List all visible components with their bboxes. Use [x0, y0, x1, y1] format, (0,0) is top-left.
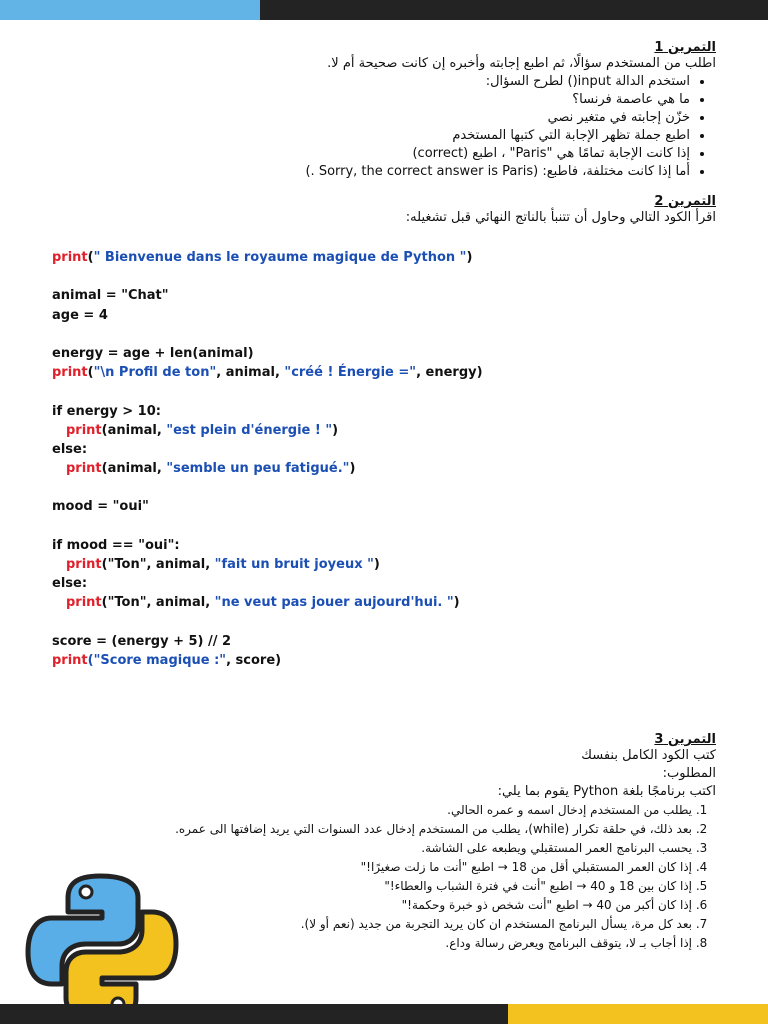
list-item: 5. إذا كان بين 18 و 40 → اطبع "أنت في فترة الشباب والعطاء!" — [40, 877, 692, 896]
code-blank-line — [52, 613, 572, 632]
code-line: score = (energy + 5) // 2 — [52, 633, 232, 649]
code-string: " Bienvenue dans le royaume magique de Python " — [93, 250, 467, 265]
code-line: if mood == "oui": — [52, 537, 180, 553]
print-keyword: print — [66, 461, 102, 477]
code-string: "créé ! Énergie =" — [284, 365, 417, 381]
code-line: print("\n Profil de ton", animal, "créé ! Énergie =", energy) — [52, 365, 483, 381]
code-line: animal = "Chat" — [52, 288, 169, 304]
print-keyword: print — [66, 595, 102, 611]
code-text: ("Ton", animal, — [101, 595, 215, 611]
code-string: "fait un bruit joyeux " — [214, 557, 374, 572]
code-line: age = 4 — [52, 307, 108, 323]
code-text: (animal, — [101, 461, 167, 477]
code-line: energy = age + len(animal) — [52, 345, 254, 361]
code-line — [52, 421, 572, 440]
code-string: "est plein d'énergie ! " — [166, 422, 333, 438]
exercise-1-list — [40, 73, 716, 181]
print-keyword: print — [52, 652, 88, 668]
code-blank-line — [52, 517, 572, 536]
bottom-dark-bar — [0, 1004, 508, 1024]
exercise-1-intro: اطلب من المستخدم سؤالًا، ثم اطبع إجابته وأخبره إن كانت صحيحة أم لا. — [327, 56, 716, 71]
exercise-3-line: كتب الكود الكامل بنفسك — [581, 748, 716, 763]
exercise-1-title: التمرين 1 — [654, 40, 716, 55]
list-item: 1. يطلب من المستخدم إدخال اسمه و عمره الحالي. — [40, 801, 692, 820]
code-line: else: — [52, 441, 88, 457]
code-text: ) — [349, 461, 356, 477]
list-item: • خزّن إجابته في متغير نصي — [40, 109, 690, 127]
code-text: , energy) — [416, 365, 483, 381]
print-keyword: print — [52, 365, 88, 381]
exercise-2-intro: اقرأ الكود التالي وحاول أن تتنبأ بالناتج النهائي قبل تشغيله: — [405, 210, 716, 225]
list-item: 8. إذا أجاب بـ لا، يتوقف البرنامج ويعرض رسالة وداع. — [40, 934, 692, 953]
code-text: ) — [373, 557, 380, 572]
exercise-3-line: اكتب برنامجًا بلغة Python يقوم بما يلي: — [497, 784, 716, 799]
code-string: ("Score magique :" — [87, 652, 227, 668]
code-string: "\n Profil de ton" — [93, 365, 217, 381]
code-text: ) — [453, 595, 460, 611]
list-item: • ما هي عاصمة فرنسا؟ — [40, 91, 690, 109]
top-blue-bar — [0, 0, 260, 20]
code-text: , score) — [226, 652, 282, 668]
exercise-2-title: التمرين 2 — [654, 194, 716, 209]
code-line: if energy > 10: — [52, 403, 161, 419]
list-item: • استخدم الدالة input() لطرح السؤال: — [40, 73, 690, 91]
exercise-3-title: التمرين 3 — [654, 732, 716, 747]
list-item: • إذا كانت الإجابة تمامًا هي "Paris" ، اطبع (correct) — [40, 145, 690, 163]
list-item: 4. إذا كان العمر المستقبلي أقل من 18 → اطبع "أنت ما زلت صغيرًا!" — [40, 858, 692, 877]
code-line: mood = "oui" — [52, 499, 149, 515]
list-item: • اطبع جملة تظهر الإجابة التي كتبها المستخدم — [40, 127, 690, 145]
print-keyword: print — [66, 557, 102, 572]
code-line — [52, 459, 572, 478]
code-text: (animal, — [101, 422, 167, 438]
exercise-3-line: المطلوب: — [662, 766, 716, 781]
print-keyword: print — [66, 422, 102, 438]
code-line: print(" Bienvenue dans le royaume magique de Python ") — [52, 250, 473, 265]
code-line: else: — [52, 576, 88, 592]
code-text: , animal, — [216, 365, 285, 381]
code-blank-line — [52, 478, 572, 497]
code-line — [52, 651, 572, 670]
code-blank-line — [52, 267, 572, 286]
code-blank-line — [52, 325, 572, 344]
code-line — [52, 593, 572, 612]
list-item: • أما إذا كانت مختلفة، فاطبع: (Sorry, the correct answer is Paris .) — [40, 163, 690, 181]
print-keyword: print — [52, 250, 88, 265]
list-item: 7. بعد كل مرة، يسأل البرنامج المستخدم ان كان يريد التجربة من جديد (نعم أو لا). — [40, 915, 692, 934]
list-item: 3. يحسب البرنامج العمر المستقبلي ويطبعه على الشاشة. — [40, 839, 692, 858]
code-blank-line — [52, 382, 572, 401]
code-line — [52, 555, 572, 574]
list-item: 2. بعد ذلك، في حلقة تكرار (while)، يطلب من المستخدم إدخال عدد السنوات التي يريد إضافتها الى عمره. — [40, 820, 692, 839]
exercise-1 — [40, 40, 716, 181]
code-string: "ne veut pas jouer aujourd'hui. " — [214, 595, 454, 611]
list-item: 6. إذا كان أكبر من 40 → اطبع "أنت شخص ذو خبرة وحكمة!" — [40, 896, 692, 915]
code-block — [52, 248, 572, 670]
code-text: ) — [332, 422, 339, 438]
bottom-yellow-bar — [508, 1004, 768, 1024]
exercise-2 — [40, 194, 716, 227]
code-string: "semble un peu fatigué." — [166, 461, 350, 477]
code-text: ("Ton", animal, — [101, 557, 215, 572]
top-dark-bar — [260, 0, 768, 20]
